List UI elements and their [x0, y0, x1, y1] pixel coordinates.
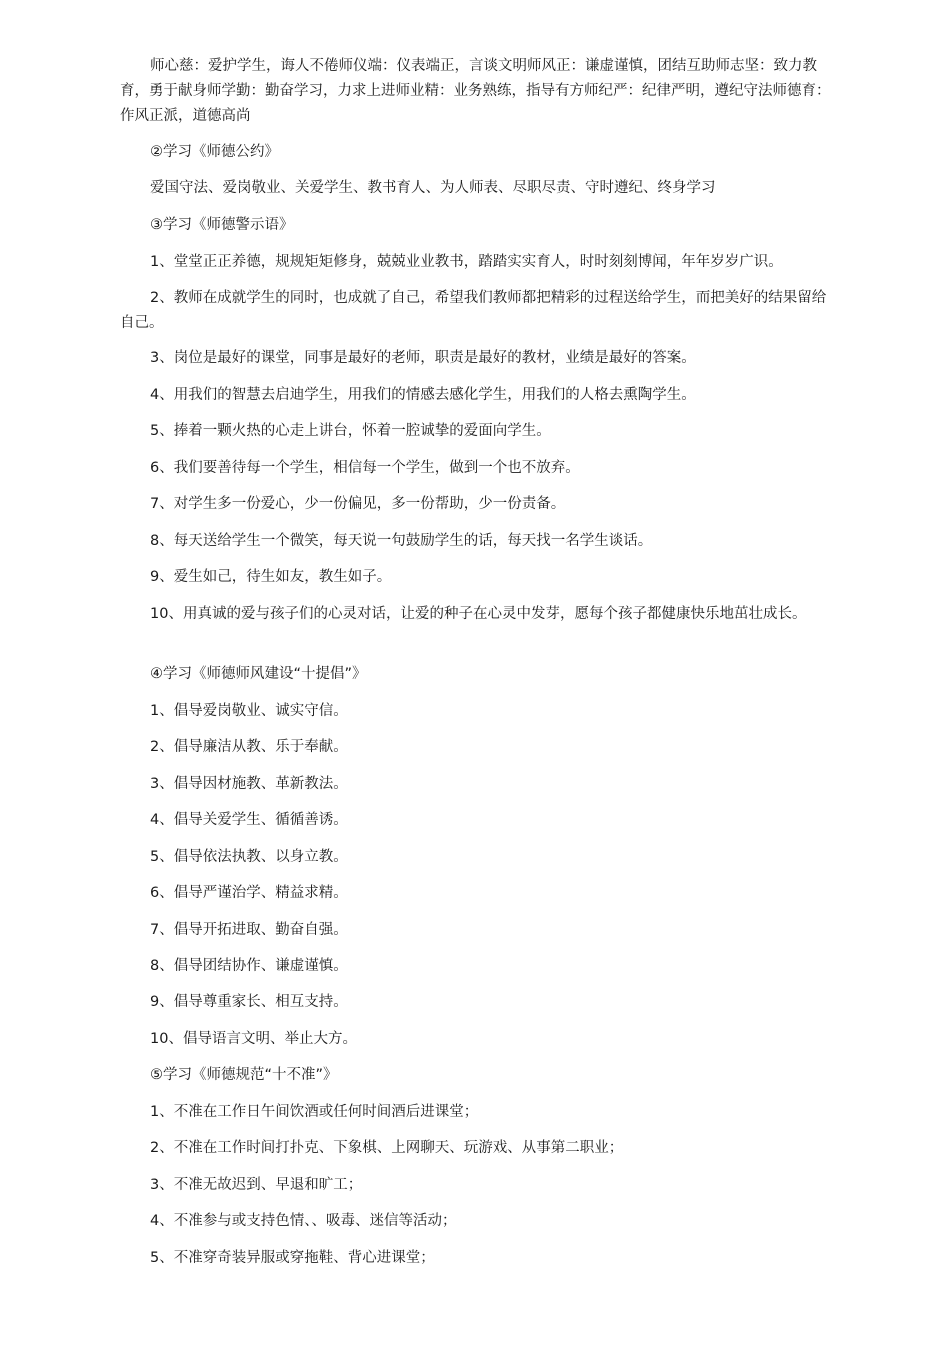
list-item: 2、倡导廉洁从教、乐于奉献。 [150, 739, 348, 755]
list-item: 2、不准在工作时间打扑克、下象棋、上网聊天、玩游戏、从事第二职业； [150, 1140, 624, 1156]
list-item: 9、倡导尊重家长、相互支持。 [150, 994, 348, 1010]
list-item: 1、不准在工作日午间饮酒或任何时间酒后进课堂； [150, 1104, 479, 1120]
heading-warning-quotes: ③学习《师德警示语》 [150, 217, 294, 233]
list-item: 4、不准参与或支持色情、、吸毒、迷信等活动； [150, 1213, 457, 1229]
list-item: 7、对学生多一份爱心，少一份偏见，多一份帮助，少一份责备。 [150, 496, 566, 512]
list-item: 3、倡导因材施教、革新教法。 [150, 776, 348, 792]
list-item: 10、倡导语言文明、举止大方。 [150, 1031, 357, 1047]
list-item: 5、不准穿奇装异服或穿拖鞋、背心进课堂； [150, 1250, 435, 1266]
list-item: 5、捧着一颗火热的心走上讲台，怀着一腔诚挚的爱面向学生。 [150, 423, 551, 439]
list-item: 6、我们要善待每一个学生，相信每一个学生，做到一个也不放弃。 [150, 460, 580, 476]
heading-ten-advocacies: ④学习《师德师风建设“十提倡”》 [150, 666, 367, 682]
list-item: 7、倡导开拓进取、勤奋自强。 [150, 922, 348, 938]
list-item: 1、倡导爱岗敬业、诚实守信。 [150, 703, 348, 719]
paragraph-teacher-virtues: 师心慈：爱护学生，诲人不倦师仪端：仪表端正，言谈文明师风正：谦虚谨慎，团结互助师志坚：致力教育，勇于献身师学勤：勤奋学习，力求上进师业精：业务熟练，指导有方师纪严：纪律严明，遵纪守法师德育：作风正派，道德高尚 [120, 58, 831, 124]
list-item: 1、堂堂正正养德，规规矩矩修身，兢兢业业教书，踏踏实实育人，时时刻刻博闻，年年岁岁广识。 [150, 254, 783, 270]
list-item: 10、用真诚的爱与孩子们的心灵对话，让爱的种子在心灵中发芽，愿每个孩子都健康快乐地茁壮成长。 [150, 606, 807, 622]
list-item: 9、爱生如己，待生如友，教生如子。 [150, 569, 392, 585]
heading-teacher-convention: ②学习《师德公约》 [150, 144, 279, 160]
list-item: 3、岗位是最好的课堂，同事是最好的老师，职责是最好的教材，业绩是最好的答案。 [150, 350, 696, 366]
list-item: 4、用我们的智慧去启迪学生，用我们的情感去感化学生，用我们的人格去熏陶学生。 [150, 387, 696, 403]
list-item: 8、每天送给学生一个微笑，每天说一句鼓励学生的话，每天找一名学生谈话。 [150, 533, 653, 549]
list-item: 3、不准无故迟到、早退和旷工； [150, 1177, 363, 1193]
list-item: 2、教师在成就学生的同时，也成就了自己，希望我们教师都把精彩的过程送给学生，而把美好的结果留给自己。 [120, 290, 827, 331]
list-item: 4、倡导关爱学生、循循善诱。 [150, 812, 348, 828]
list-item: 6、倡导严谨治学、精益求精。 [150, 885, 348, 901]
paragraph-convention-text: 爱国守法、爱岗敬业、关爱学生、教书育人、为人师表、尽职尽责、守时遵纪、终身学习 [150, 180, 716, 196]
heading-ten-prohibitions: ⑤学习《师德规范“十不准”》 [150, 1067, 338, 1083]
list-item: 8、倡导团结协作、谦虚谨慎。 [150, 958, 348, 974]
list-item: 5、倡导依法执教、以身立教。 [150, 849, 348, 865]
